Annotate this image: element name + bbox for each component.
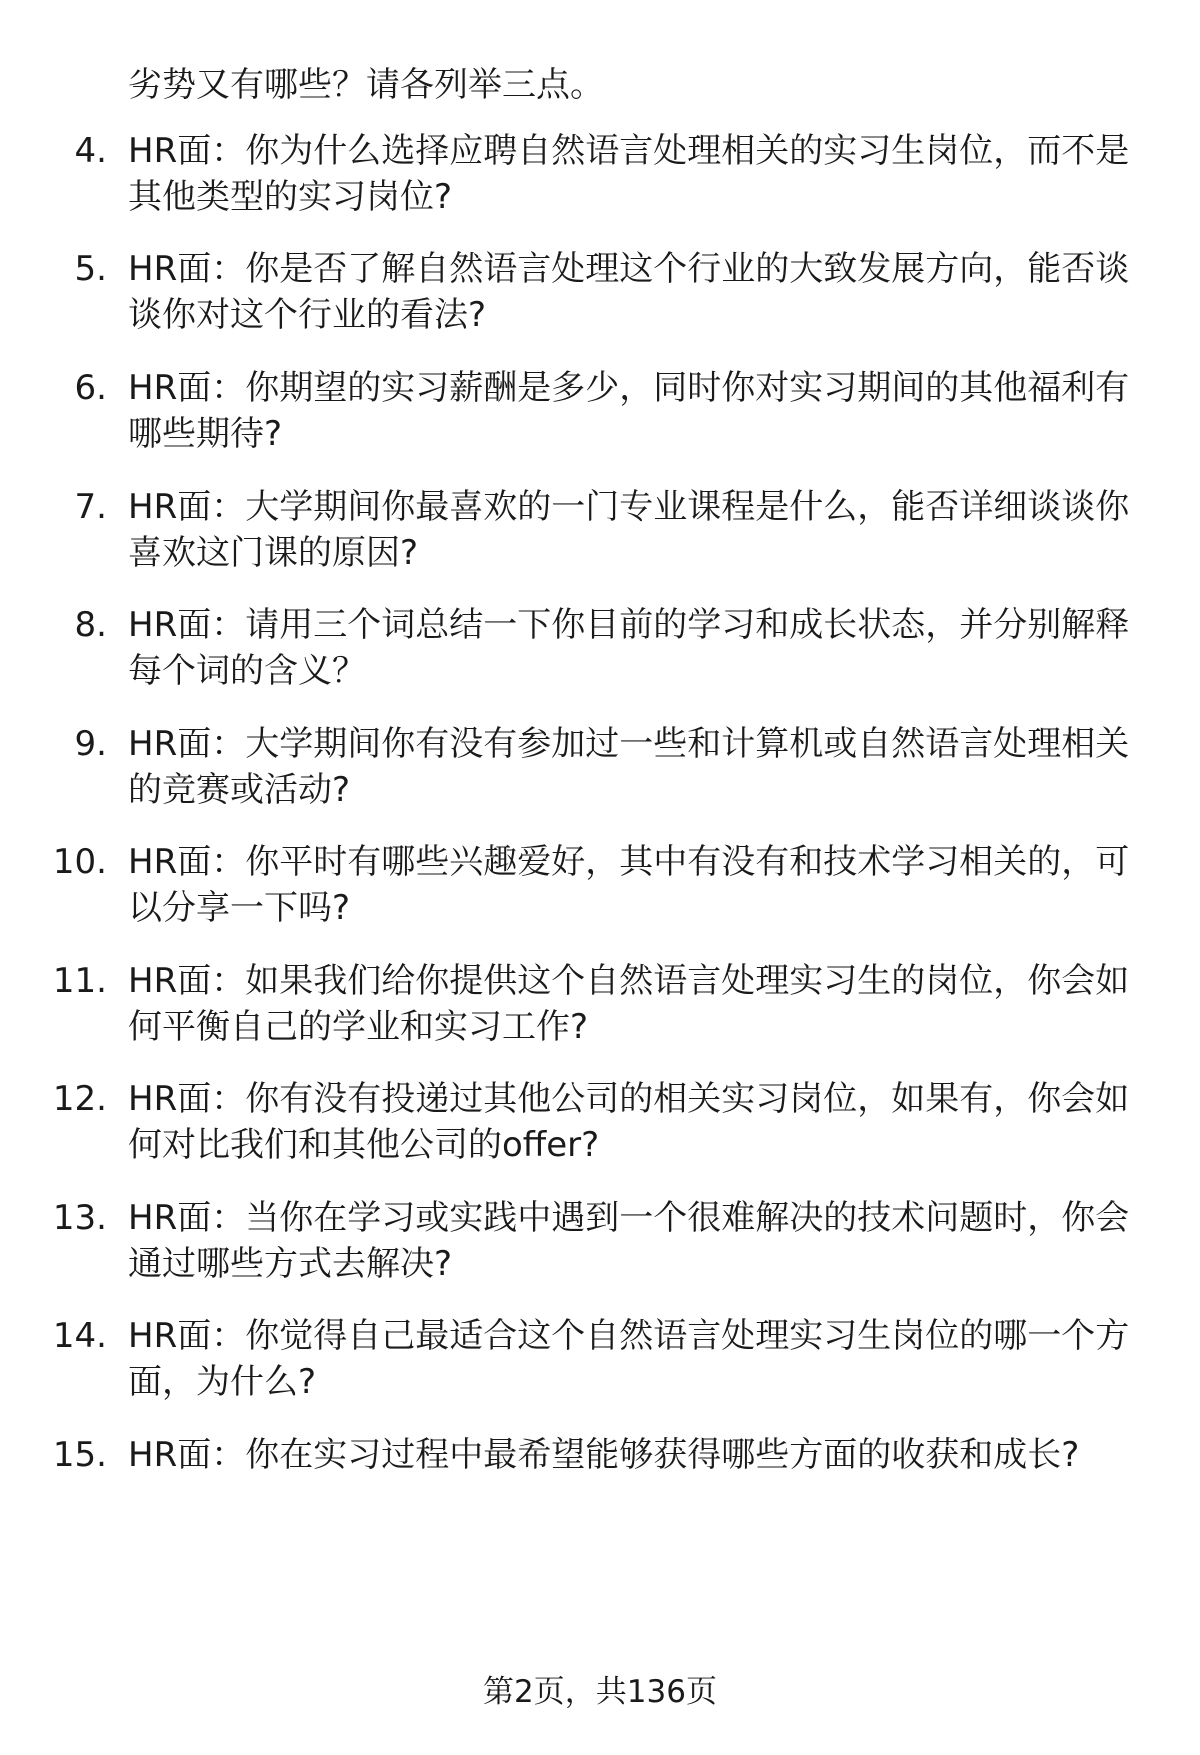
question-text: HR面：你平时有哪些兴趣爱好，其中有没有和技术学习相关的，可以分享一下吗? (128, 842, 1130, 928)
question-number: 4. (74, 131, 107, 171)
question-text: HR面：大学期间你有没有参加过一些和计算机或自然语言处理相关的竞赛或活动? (128, 724, 1130, 810)
question-number: 15. (52, 1435, 107, 1475)
question-number: 5. (74, 249, 107, 289)
question-text: HR面：请用三个词总结一下你目前的学习和成长状态，并分别解释每个词的含义？ (128, 605, 1130, 691)
question-text: HR面：大学期间你最喜欢的一门专业课程是什么，能否详细谈谈你喜欢这门课的原因? (128, 487, 1130, 573)
question-text: HR面：你为什么选择应聘自然语言处理相关的实习生岗位，而不是其他类型的实习岗位? (128, 131, 1130, 217)
question-number: 14. (52, 1316, 107, 1356)
question-continuation: 劣势又有哪些？请各列举三点。 (128, 65, 604, 105)
question-number: 12. (52, 1079, 107, 1119)
question-number: 9. (74, 724, 107, 764)
question-text: HR面：你觉得自己最适合这个自然语言处理实习生岗位的哪一个方面，为什么? (128, 1316, 1130, 1402)
question-number: 13. (52, 1198, 107, 1238)
question-text: HR面：你是否了解自然语言处理这个行业的大致发展方向，能否谈谈你对这个行业的看法? (128, 249, 1130, 335)
question-number: 7. (74, 487, 107, 527)
question-text: HR面：你有没有投递过其他公司的相关实习岗位，如果有，你会如何对比我们和其他公司的offer? (128, 1079, 1130, 1165)
question-number: 8. (74, 605, 107, 645)
question-text: HR面：你期望的实习薪酬是多少，同时你对实习期间的其他福利有哪些期待? (128, 368, 1130, 454)
question-number: 6. (74, 368, 107, 408)
question-text: HR面：你在实习过程中最希望能够获得哪些方面的收获和成长? (128, 1435, 1080, 1475)
page-footer: 第2页，共136页 (483, 1674, 717, 1710)
question-number: 11. (52, 961, 107, 1001)
question-number: 10. (52, 842, 107, 882)
question-text: HR面：如果我们给你提供这个自然语言处理实习生的岗位，你会如何平衡自己的学业和实习工作? (128, 961, 1130, 1047)
question-text: HR面：当你在学习或实践中遇到一个很难解决的技术问题时，你会通过哪些方式去解决? (128, 1198, 1130, 1284)
